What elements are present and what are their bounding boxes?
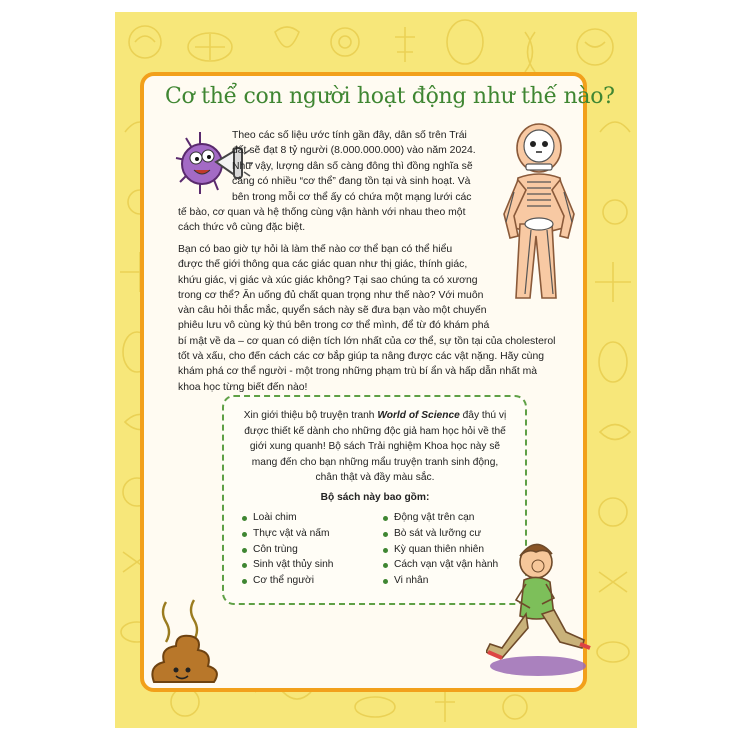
list-item: Sinh vật thủy sinh bbox=[242, 557, 333, 573]
body-paragraph: Bạn có bao giờ tự hỏi là làm thế nào cơ thể bạn có thể hiểu được thế giới thông qua các giác quan như thị giác, thính giác, khứu giác, vị giác và xúc giác không? Tại sao chúng ta có xương trong cơ thể? Ăn uống đủ chất quan trọng như thế nào? Với muôn vàn câu hỏi thắc mắc, quyển sách này sẽ đưa bạn vào một chuyến phiêu lưu vô cùng kỳ thú bên trong cơ thể mình, để từ đó khám phá bí mật về da – cơ quan có diện tích lớn nhất của cơ thể, sự tồn tại của cholesterol tốt và xấu, cho đến cách các cơ bắp giúp ta nâng được các vật nặng. Hãy cùng khám phá cơ thể người - một trong những phạm trù bí ẩn và hấp dẫn nhất mà khoa học từng biết đến nào! bbox=[178, 244, 556, 393]
books-heading: Bộ sách này bao gồm: bbox=[320, 492, 430, 503]
page-title: Cơ thể con người hoạt động như thế nào? bbox=[165, 84, 615, 109]
list-item: Kỳ quan thiên nhiên bbox=[383, 542, 498, 558]
list-item: Vi nhân bbox=[383, 573, 498, 589]
list-item: Cách vạn vật vận hành bbox=[383, 557, 498, 573]
intro-paragraph-continued-2: tế bào, cơ quan và hệ thống cùng vận hành với nhau theo một cách thức vô cùng đặc biệt. bbox=[178, 207, 466, 234]
list-item: Bò sát và lưỡng cư bbox=[383, 526, 498, 542]
running-boy-illustration bbox=[486, 540, 602, 688]
books-list-right bbox=[383, 510, 498, 589]
list-item: Cơ thể người bbox=[242, 573, 333, 589]
list-item: Động vật trên cạn bbox=[383, 510, 498, 526]
series-intro-text: Xin giới thiệu bộ truyện tranh World of Science đây thú vị được thiết kế dành cho những độc giả ham học hỏi về thế giới xung quanh! Bộ sách Trải nghiệm Khoa học này sẽ mang đến cho bạn những mẩu truyện tranh sinh động, chân thật và đầy màu sắc. bbox=[243, 410, 507, 483]
intro-paragraph-top: Theo các số liệu ước tính gần đây, dân số trên Trái đất sẽ đạt 8 tỷ người (8.000.000.000) vào năm 2024. Như vậy, lượng dân số càng đông thì đồng nghĩa sẽ càng có nhiều “cơ thể” đang tồn tại và sinh hoạt. Và bbox=[232, 130, 476, 187]
poop-illustration bbox=[148, 598, 218, 690]
intro-paragraph-continued: bên trong mỗi cơ thể ấy có chứa một mạng lưới các bbox=[232, 192, 472, 203]
list-item: Côn trùng bbox=[242, 542, 333, 558]
books-list-left bbox=[242, 510, 333, 589]
list-item: Thực vật và nấm bbox=[242, 526, 333, 542]
list-item: Loài chim bbox=[242, 510, 333, 526]
series-name: World of Science bbox=[377, 410, 460, 421]
